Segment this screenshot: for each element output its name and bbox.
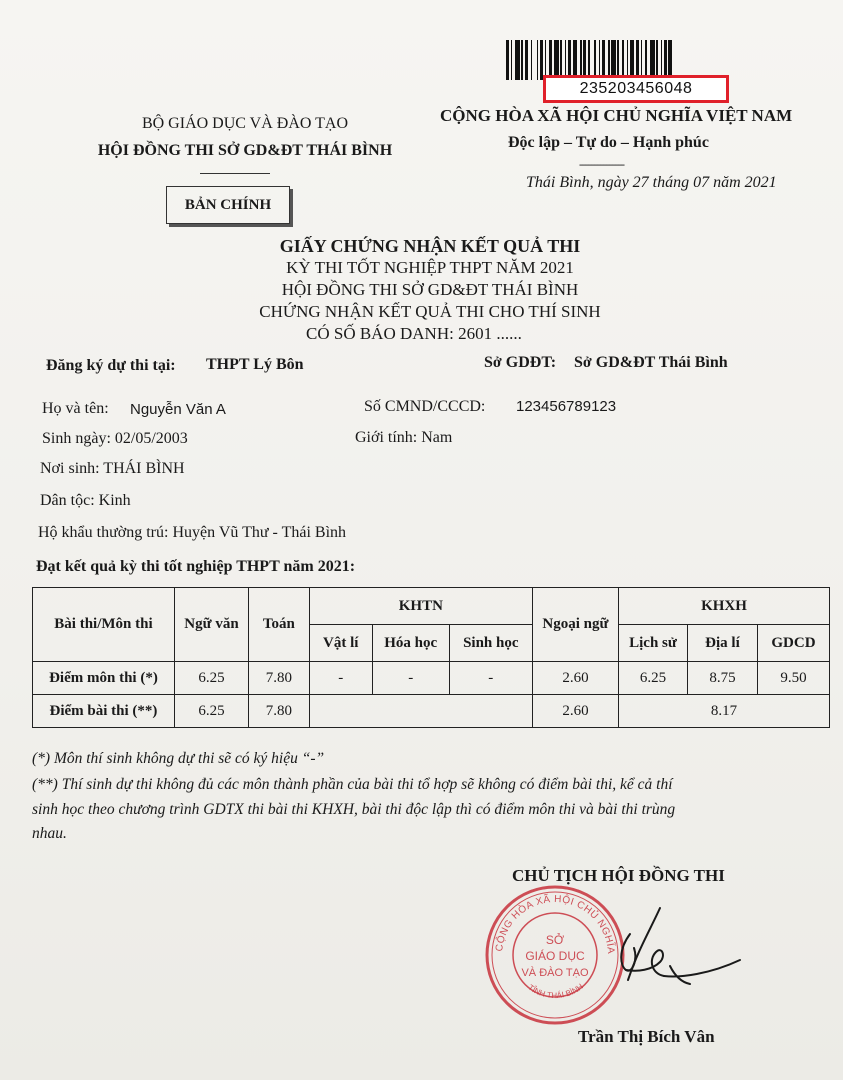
row-label-subject-score: Điểm môn thi (*) (33, 662, 175, 695)
candidate-name: Nguyễn Văn A (130, 401, 226, 418)
original-copy-stamp: BẢN CHÍNH (166, 186, 290, 224)
country-name: CỘNG HÒA XÃ HỘI CHỦ NGHĨA VIỆT NAM (440, 106, 793, 125)
results-heading: Đạt kết quả kỳ thi tốt nghiệp THPT năm 2021: (36, 558, 356, 575)
cell-history: 6.25 (619, 662, 688, 695)
cell-civics: 9.50 (757, 662, 829, 695)
cell-physics: - (309, 662, 372, 695)
header-chemistry: Hóa học (372, 625, 449, 662)
exam-name: KỲ THI TỐT NGHIỆP THPT NĂM 2021 (286, 258, 574, 277)
cell-math: 7.80 (248, 695, 309, 728)
handwritten-signature (590, 900, 750, 1010)
motto-underline: --------------- (579, 157, 624, 171)
cell-literature: 6.25 (174, 695, 248, 728)
header-history: Lịch sử (619, 625, 688, 662)
barcode (506, 40, 742, 80)
seal-bottom-text: TỈNH THÁI BÌNH (526, 981, 585, 1001)
birthplace: Nơi sinh: THÁI BÌNH (40, 460, 185, 477)
barcode-bar (672, 40, 674, 80)
header-math: Toán (248, 588, 309, 662)
national-motto: Độc lập – Tự do – Hạnh phúc (508, 134, 709, 151)
cell-chemistry: - (372, 662, 449, 695)
cell-math: 7.80 (248, 662, 309, 695)
residence: Hộ khẩu thường trú: Huyện Vũ Thư - Thái Bình (38, 524, 347, 541)
cell-biology: - (449, 662, 532, 695)
date-of-birth: Sinh ngày: 02/05/2003 (42, 430, 188, 447)
cell-geography: 8.75 (687, 662, 757, 695)
note-2-line-3: nhau. (32, 825, 67, 842)
header-biology: Sinh học (449, 625, 532, 662)
dept-value: Sở GD&ĐT Thái Bình (574, 354, 728, 371)
candidate-number: CÓ SỐ BÁO DANH: 2601 ...... (306, 324, 522, 343)
seal-center-3: VÀ ĐÀO TẠO (521, 967, 589, 979)
row-label-exam-score: Điểm bài thi (**) (33, 695, 175, 728)
seal-center-2: GIÁO DỤC (525, 949, 585, 963)
name-label: Họ và tên: (42, 400, 109, 417)
header-literature: Ngữ văn (174, 588, 248, 662)
note-1: (*) Môn thí sinh không dự thi sẽ có ký hiệu “-” (32, 750, 325, 767)
id-label: Số CMND/CCCD: (364, 398, 486, 415)
svg-text:TỈNH THÁI BÌNH (526, 982, 585, 1000)
header-subject: Bài thi/Môn thi (33, 588, 175, 662)
note-2-line-1: (**) Thí sinh dự thi không đủ các môn thành phần của bài thi tổ hợp sẽ không có điểm bài thi, kể cả thí (32, 776, 673, 793)
header-physics: Vật lí (309, 625, 372, 662)
exam-council-name: HỘI ĐỒNG THI SỞ GD&ĐT THÁI BÌNH (97, 142, 393, 159)
cell-foreign-language: 2.60 (532, 695, 618, 728)
dept-label: Sở GDĐT: (484, 354, 557, 371)
id-number: 123456789123 (516, 398, 617, 415)
note-2-line-2: sinh học theo chương trình GDTX thi bài thi KHXH, bài thi độc lập thì có điểm môn thi và bài thi trùng (32, 801, 676, 818)
registration-school: THPT Lý Bôn (206, 356, 304, 373)
ministry-name: BỘ GIÁO DỤC VÀ ĐÀO TẠO (141, 115, 349, 132)
gender: Giới tính: Nam (355, 429, 453, 446)
cell-khtn-combined (309, 695, 532, 728)
signer-name: Trần Thị Bích Vân (578, 1027, 715, 1046)
header-khtn: KHTN (309, 588, 532, 625)
signer-title: CHỦ TỊCH HỘI ĐỒNG THI (512, 866, 725, 885)
cell-literature: 6.25 (174, 662, 248, 695)
council-line: HỘI ĐỒNG THI SỞ GD&ĐT THÁI BÌNH (281, 280, 579, 299)
header-civics: GDCD (757, 625, 829, 662)
ethnicity: Dân tộc: Kinh (40, 492, 131, 509)
header-khxh: KHXH (619, 588, 830, 625)
table-row (33, 695, 830, 728)
seal-ring-text: CỘNG HÒA XÃ HỘI CHỦ NGHĨA (494, 893, 617, 955)
registration-label: Đăng ký dự thi tại: (46, 357, 176, 374)
barcode-number: 235203456048 (543, 75, 729, 103)
cell-foreign-language: 2.60 (532, 662, 618, 695)
header-divider-left (200, 173, 270, 174)
certificate-title: GIẤY CHỨNG NHẬN KẾT QUẢ THI (279, 236, 581, 256)
cell-khxh-combined: 8.17 (619, 695, 830, 728)
header-geography: Địa lí (687, 625, 757, 662)
issue-date: Thái Bình, ngày 27 tháng 07 năm 2021 (526, 174, 777, 191)
table-row (33, 662, 830, 695)
certify-line: CHỨNG NHẬN KẾT QUẢ THI CHO THÍ SINH (259, 302, 601, 321)
seal-center-1: SỞ (545, 933, 565, 947)
header-foreign-language: Ngoại ngữ (532, 588, 618, 662)
scores-table (32, 587, 830, 728)
